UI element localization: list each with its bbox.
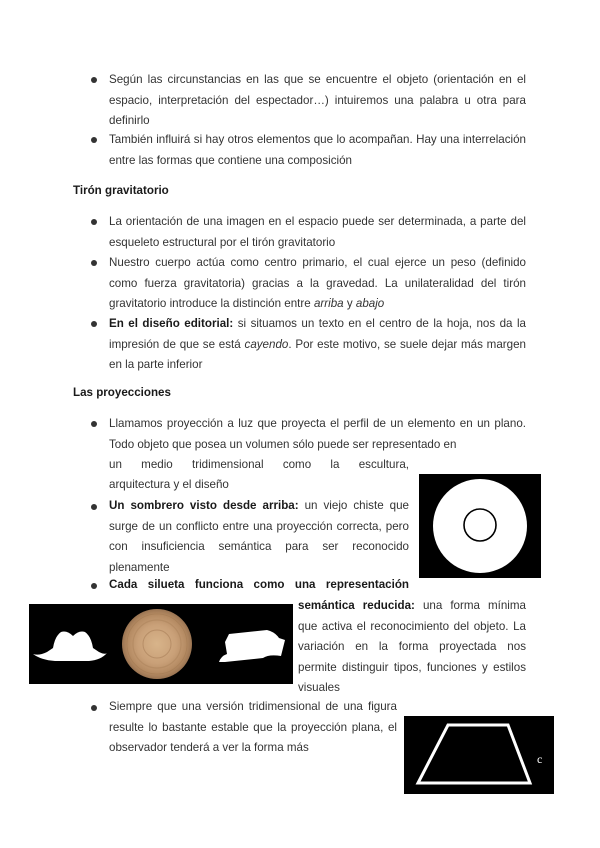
- trapezoid-figure: [404, 716, 554, 794]
- bullet-dot: [91, 219, 97, 225]
- proy-bullet-4: Siempre que una versión tridimensional de una figura resulte lo bastante estable que la proyección plana, el observador tenderá a ver la forma más: [109, 700, 397, 755]
- bullet-dot: [91, 77, 97, 83]
- lead-cada-silueta: Cada silueta funciona como una representación: [109, 578, 409, 591]
- lead-diseno-editorial: En el diseño editorial:: [109, 317, 234, 330]
- proy-bullet-3-line1: [109, 575, 409, 596]
- proy-bullet-2-text: un viejo chiste que surge de un conflicto entre una proyección correcta, pero con insuficiencia semántica para ser reconocido plenamente: [109, 499, 409, 574]
- bullet-dot: [91, 583, 97, 589]
- trapezoid-label: c: [537, 752, 543, 766]
- proy-bullet-1-line4: arquitectura y el diseño: [109, 478, 229, 491]
- tiron-bullet-2: [109, 253, 526, 315]
- trapezoid-svg: [404, 716, 554, 794]
- em-arriba: arriba: [313, 297, 344, 311]
- bullet-dot: [91, 504, 97, 510]
- cowboy-hat-icon: [33, 632, 107, 662]
- hat-top-view-svg: [419, 474, 541, 578]
- proy-bullet-1-line3: un medio tridimensional como la escultura,: [109, 458, 409, 471]
- bullet-dot: [91, 421, 97, 427]
- section-heading-proyecciones: Las proyecciones: [73, 386, 171, 399]
- tiron-bullet-3-text2: . Por este motivo, se suele dejar más margen en la parte inferior: [109, 337, 526, 372]
- em-abajo: abajo: [355, 297, 385, 311]
- em-cayendo: cayendo: [244, 337, 289, 351]
- tiron-bullet-2-text: Nuestro cuerpo actúa como centro primario, el cual ejerce un peso (definido como fuerza gravitatoria) gracias a la gravedad. La unilateralidad del tirón gravitatorio introduce la distinción entre: [109, 256, 526, 311]
- bullet-dot: [91, 137, 97, 143]
- intro-bullet-2: También influirá si hay otros elementos que lo acompañan. Hay una interrelación entre las formas que contiene una composición: [109, 133, 526, 167]
- word-y: y: [346, 297, 353, 311]
- section-heading-tiron: Tirón gravitatorio: [73, 184, 169, 197]
- lead-semantica-reducida: semántica reducida:: [298, 599, 415, 612]
- proy-bullet-1: Llamamos proyección a luz que proyecta el perfil de un elemento en un plano. Todo objeto que posea un volumen sólo puede ser representado en: [109, 417, 526, 451]
- tiron-bullet-1: La orientación de una imagen en el espacio puede ser determinada, a parte del esqueleto estructural por el tirón gravitatorio: [109, 215, 526, 249]
- bullet-dot: [91, 321, 97, 327]
- proy-bullet-2: [109, 496, 409, 578]
- fedora-hat-icon: [219, 630, 285, 662]
- lead-sombrero: Un sombrero visto desde arriba:: [109, 499, 299, 512]
- tiron-bullet-3: [109, 314, 526, 376]
- bullet-dot: [91, 705, 97, 711]
- tiron-bullet-3-text1: si situamos un texto en el centro de la hoja, nos da la impresión de que se está: [109, 317, 527, 351]
- proy-bullet-3-text: una forma mínima que activa el reconocimiento del objeto. La variación en la forma proyectada nos permite distinguir tipos, funciones y estilos visuales: [298, 599, 526, 695]
- hat-top-view-figure: [419, 474, 541, 578]
- bullet-dot: [91, 260, 97, 266]
- hat-silhouettes-figure: [29, 604, 293, 684]
- hat-silhouettes-svg: [29, 604, 293, 684]
- intro-bullet-1: Según las circunstancias en las que se encuentre el objeto (orientación en el espacio, interpretación del espectador…) intuiremos una palabra u otra para definirlo: [109, 73, 526, 128]
- proy-bullet-3-line2: [298, 596, 526, 699]
